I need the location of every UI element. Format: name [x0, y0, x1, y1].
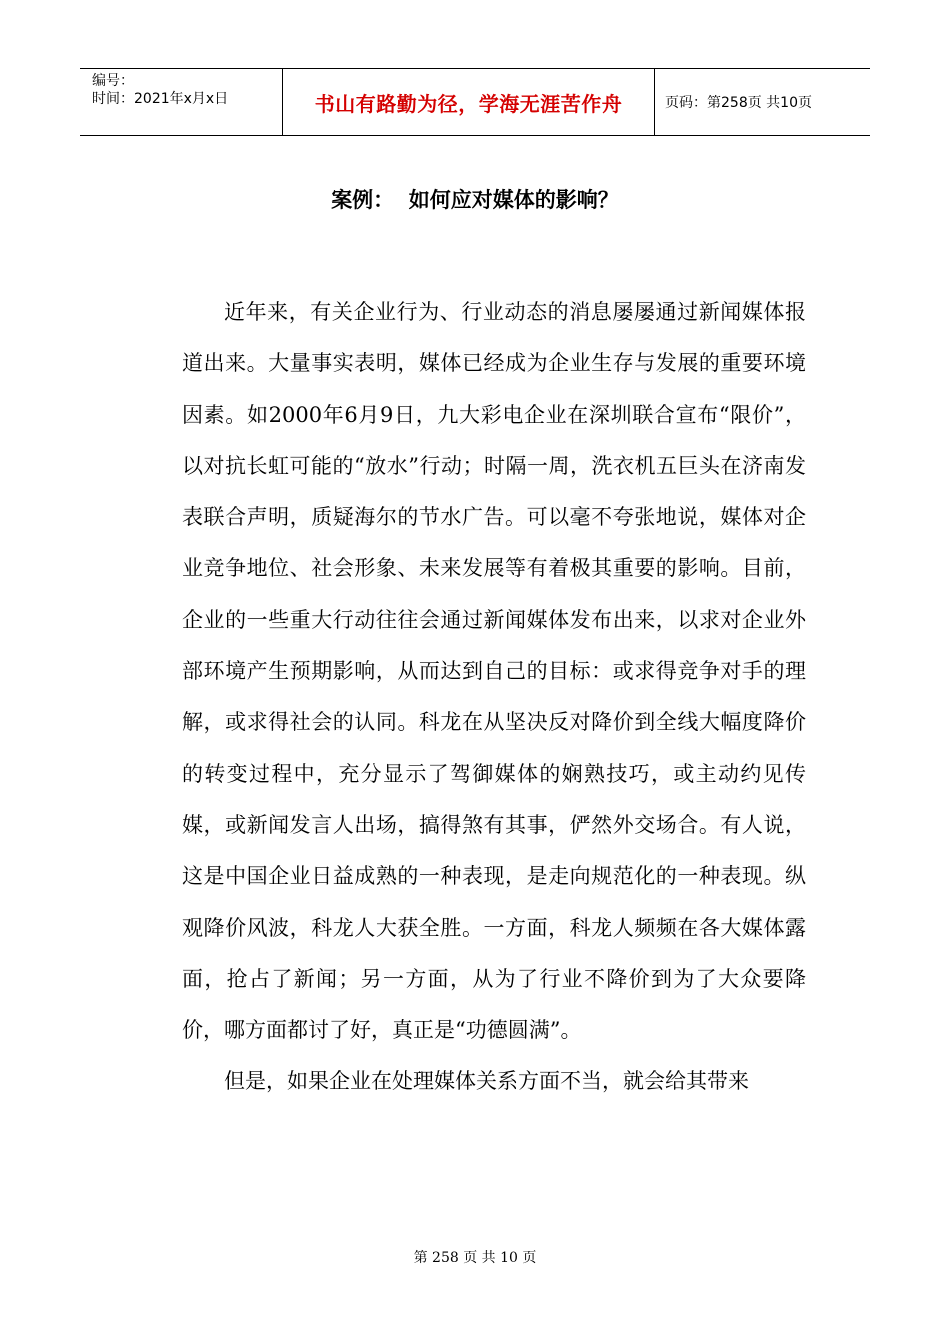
header-page-info: 页码：第258页 共10页 — [665, 95, 812, 111]
body-paragraph: 近年来，有关企业行为、行业动态的消息屡屡通过新闻媒体报道出来。大量事实表明，媒体已经成为企业生存与发展的重要环境因素。如2000年6月9日，九大彩电企业在深圳联合宣布“限价”，以对抗长虹可能的“放水”行动；时隔一周，洗衣机五巨头在济南发表联合声明，质疑海尔的节水广告。可以毫不夸张地说，媒体对企业竞争地位、社会形象、未来发展等有着极其重要的影响。目前，企业的一些重大行动往往会通过新闻媒体发布出来，以求对企业外部环境产生预期影响，从而达到自己的目标：或求得竞争对手的理解，或求得社会的认同。科龙在从坚决反对降价到全线大幅度降价的转变过程中，充分显示了驾御媒体的娴熟技巧，或主动约见传媒，或新闻发言人出场，搞得煞有其事，俨然外交场合。有人说，这是中国企业日益成熟的一种表现，是走向规范化的一种表现。纵观降价风波，科龙人大获全胜。一方面，科龙人频频在各大媒体露面，抢占了新闻；另一方面，从为了行业不降价到为了大众要降价，哪方面都讨了好，真正是“功德圆满”。 — [182, 300, 806, 1043]
document-body — [182, 287, 806, 1108]
page-footer: 第 258 页 共 10 页 — [413, 1250, 537, 1266]
header-meta — [80, 69, 282, 135]
page-header — [80, 68, 870, 136]
document-number-label: 编号： — [92, 73, 134, 89]
header-motto: 书山有路勤为径，学海无涯苦作舟 — [282, 69, 655, 135]
document-date: 时间：2021年x月x日 — [92, 91, 229, 107]
body-paragraph: 但是，如果企业在处理媒体关系方面不当，就会给其带来 — [224, 1069, 749, 1094]
document-title: 案例： 如何应对媒体的影响？ — [331, 188, 619, 212]
